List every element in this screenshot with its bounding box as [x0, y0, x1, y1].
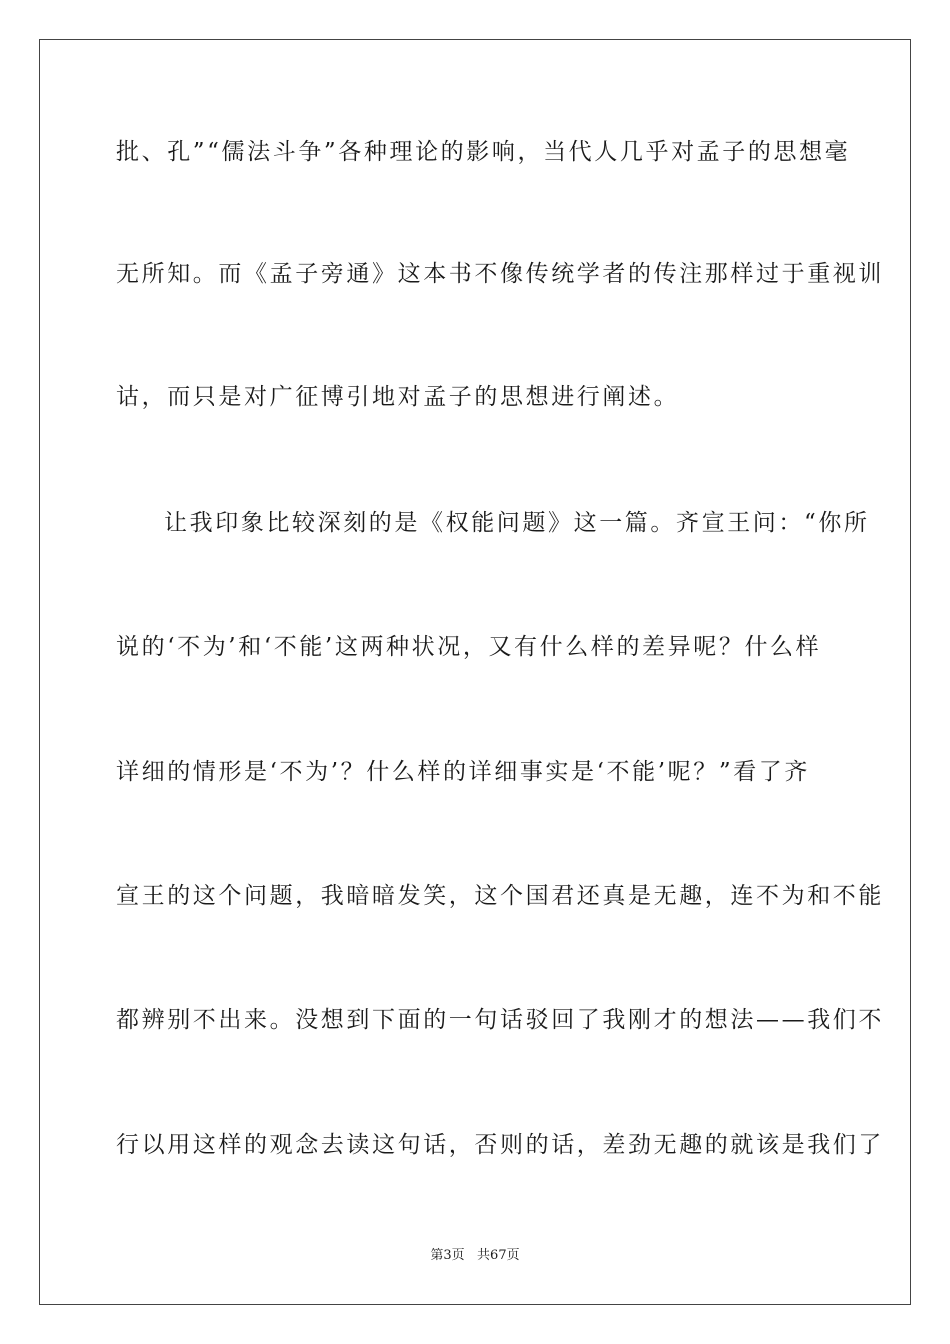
body-line-4: 让我印象比较深刻的是《权能问题》这一篇。齐宣王问：“你所	[164, 510, 870, 536]
page-frame	[39, 39, 911, 1305]
page-number-footer: 第3页 共67页	[430, 1248, 520, 1263]
body-line-1: 批、孔”“儒法斗争”各种理论的影响，当代人几乎对孟子的思想毫	[116, 139, 851, 165]
body-line-3: 诂，而只是对广征博引地对孟子的思想进行阐述。	[116, 384, 680, 410]
body-line-6: 详细的情形是‘不为’？什么样的详细事实是‘不能’呢？”看了齐	[116, 759, 811, 785]
body-line-2: 无所知。而《孟子旁通》这本书不像传统学者的传注那样过于重视训	[116, 261, 884, 287]
body-line-7: 宣王的这个问题，我暗暗发笑，这个国君还真是无趣，连不为和不能	[116, 883, 884, 909]
body-line-9: 行以用这样的观念去读这句话，否则的话，差劲无趣的就该是我们了	[116, 1132, 884, 1158]
body-line-8: 都辨别不出来。没想到下面的一句话驳回了我刚才的想法——我们不	[116, 1007, 884, 1033]
body-line-5: 说的‘不为’和‘不能’这两种状况，又有什么样的差异呢？什么样	[116, 634, 822, 660]
